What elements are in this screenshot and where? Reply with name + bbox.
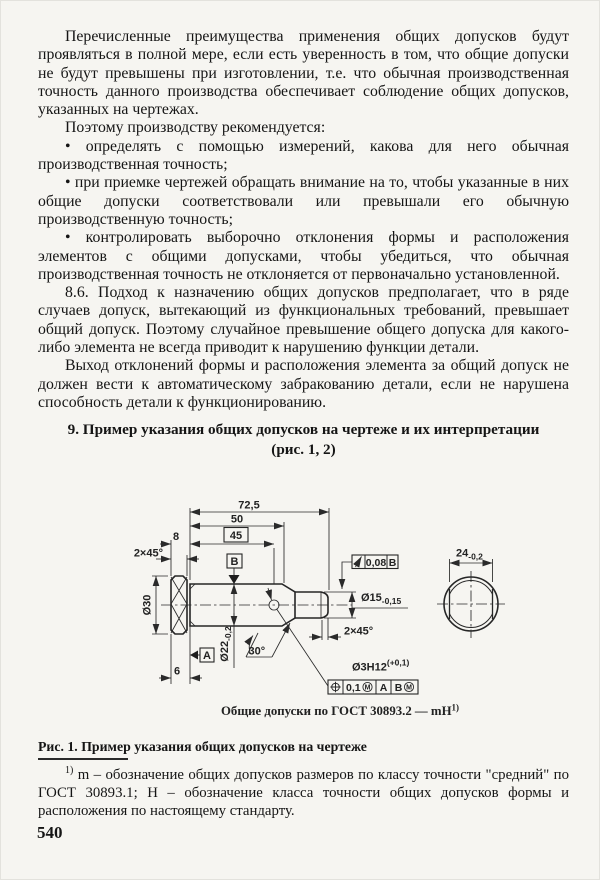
datum-b-label: B: [230, 556, 239, 568]
chamfer-right-label: 2×45°: [344, 625, 374, 638]
angle-leader: [272, 623, 290, 657]
paragraph: Перечисленные преимущества применения общих допусков будут проявляться в полной мере, если есть уверенность в том, что общие допуски не будут превышены при изготовлении, т.е. что обычная производственная точность данного производства обеспечивает соблюдение общих допусков, указанных на чертежах.: [38, 28, 569, 119]
body-text: [38, 28, 569, 459]
position-value: 0,1: [346, 682, 361, 694]
figure-caption: Рис. 1. Пример указания общих допусков на чертеже: [38, 739, 367, 754]
bullet-item: • при приемке чертежей обращать внимание на то, чтобы указанные в них общие допуски соответствовали или превышали его обычную производственную точность;: [38, 174, 569, 228]
paragraph: 8.6. Подход к назначению общих допусков предполагает, что в ряде случаев допуск, вытекающий из функциональных требований, превышает общий допуск. Поэтому случайное превышение общего допуска для какого-либо элемента не всегда приводит к нарушению функции детали.: [38, 284, 569, 357]
bullet-item: • определять с помощью измерений, какова для него обычная производственная точность;: [38, 137, 569, 174]
detail-lines: [161, 571, 505, 638]
dim-8: 8: [172, 531, 180, 543]
runout-leader: [342, 562, 352, 589]
datum-a-label: A: [203, 650, 211, 662]
position-tolerance-frame: [328, 680, 418, 694]
bullet-item: • контролировать выборочно отклонения формы и расположения элементов с общими допусками, чтобы убедиться, что обычная производственная точность не отклоняется от первоначально установленной.: [38, 229, 569, 283]
footnote-text: m – обозначение общих допусков размеров по классу точности "средний" по ГОСТ 30893.1; Н – обозначение класса точности общих допусков формы и расположения по настоящему стандарту.: [38, 766, 569, 820]
dia-15-label: $Ø15_{-0,15}$: [361, 592, 402, 606]
paragraph: Поэтому производству рекомендуется:: [65, 119, 326, 137]
runout-datum: B: [388, 556, 397, 569]
dim-45: 45: [229, 530, 243, 542]
footnote-marker: 1): [65, 765, 74, 776]
footnote: [38, 762, 569, 821]
paragraph: Выход отклонений формы и расположения элемента за общий допуск не должен вести к автоматическому забракованию детали, если не нарушена способность детали к функционированию.: [38, 357, 569, 411]
dim-72-5: 72,5: [238, 499, 260, 512]
technical-drawing: [0, 492, 600, 727]
angle-30-label: 30°: [248, 645, 266, 658]
dia-22-label: $Ø22_{-0,2}$: [219, 626, 233, 662]
page-number: 540: [37, 823, 63, 842]
hole-arrow: [268, 588, 272, 600]
dia-30-label: Ø30: [141, 594, 154, 616]
section-heading-line2: (рис. 1, 2): [271, 440, 336, 458]
hole-frame-leader: [277, 610, 328, 687]
section-heading-line1: 9. Пример указания общих допусков на чертеже и их интерпретации: [67, 421, 540, 439]
drawing-note: Общие допуски по ГОСТ 30893.2 — $mH^{1)}$: [220, 702, 460, 718]
datum-a-triangle: [190, 651, 198, 660]
runout-tolerance-frame: [352, 555, 398, 569]
footnote-rule: [38, 758, 128, 760]
datum-b-triangle: [229, 575, 240, 584]
dim-50: 50: [230, 513, 244, 526]
dim-24-label: $24_{-0,2}$: [456, 547, 483, 562]
runout-icon: [356, 557, 362, 568]
dim-6: 6: [173, 665, 181, 678]
section-heading: [38, 420, 569, 459]
position-datum-1: A: [379, 682, 388, 694]
chamfer-left-label: 2×45°: [133, 547, 163, 560]
runout-value: 0,08: [365, 556, 387, 569]
hole-size-label: $Ø3H12^{(+0,1)}$: [352, 657, 410, 674]
position-datum-2: B: [394, 682, 403, 694]
mmc-modifier-2: M: [406, 684, 412, 692]
position-tolerance-icon: [330, 682, 340, 692]
mmc-modifier: M: [364, 684, 371, 692]
